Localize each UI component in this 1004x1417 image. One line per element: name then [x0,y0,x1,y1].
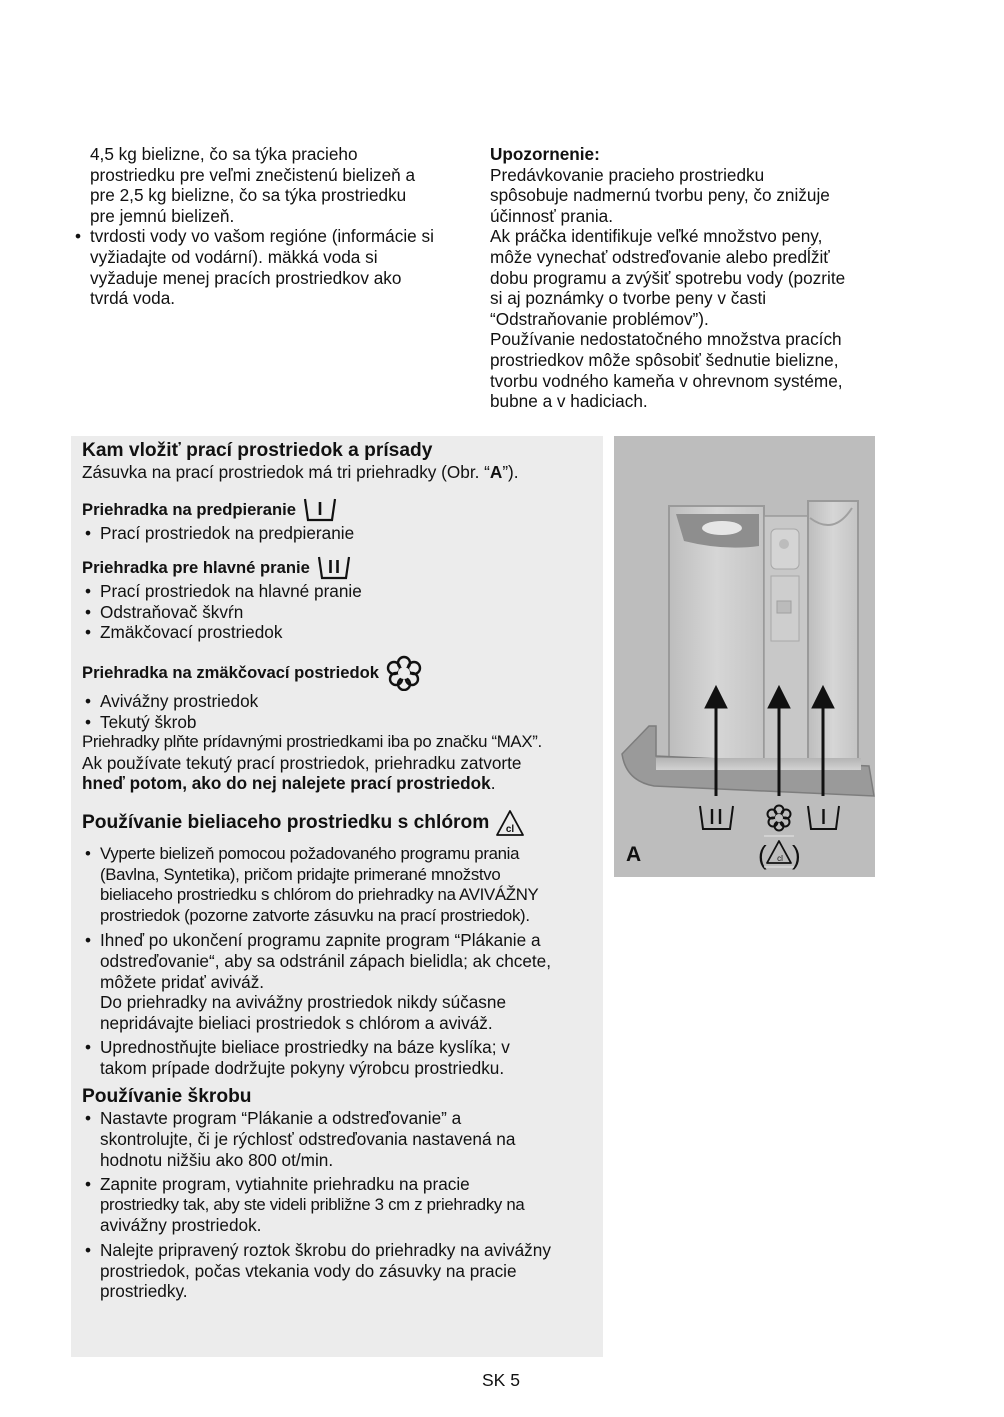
text-line: skontrolujte, či je rýchlosť odstreďovania nastavená na [100,1129,516,1150]
page-number: SK 5 [482,1370,520,1390]
fill-note-end: . [490,773,496,794]
list-item: • Zmäkčovací prostriedok [82,622,597,643]
prewash-heading-text: Priehradka na predpieranie [82,499,296,519]
section-title: Kam vložiť prací prostriedok a prísady [82,440,433,461]
list-item: • Avivážny prostriedok [82,691,597,712]
continuation-paragraph [72,144,462,226]
text-line: hodnotu nižšiu ako 800 ot/min. [100,1149,334,1170]
bleach-heading [82,808,597,838]
text-line: bieliaceho prostriedku s chlórom do priehradky na AVIVÁŽNY [100,885,539,905]
figure-label: A [626,843,642,866]
detergent-drawer-figure [614,436,875,877]
text-line: môžete pridať aviváž. [100,971,265,992]
list-item [82,930,597,1033]
text-line: prostriedky tak, aby ste videli približne 3 cm z priehradky na [100,1194,525,1214]
bleach-list [82,844,597,1079]
text-line: • Uprednostňujte bieliace prostriedky na báze kyslíka; v [100,1037,510,1058]
list-item [82,844,597,926]
text-line: Používanie nedostatočného množstva pracích [490,329,842,350]
flower-softener-icon [385,655,423,691]
list-item [82,1037,597,1078]
detergent-drawer-illustration [614,436,875,877]
softener-heading [82,655,597,691]
intro-text-end: ”). [502,462,519,482]
starch-list [82,1108,597,1301]
text-line: Ak práčka identifikuje veľké množstvo peny, [490,226,823,247]
text-line: pre 2,5 kg bielizne, čo sa týka prostriedku [90,185,407,206]
text-line: Predávkovanie pracieho prostriedku [490,164,765,185]
text-line: nepridávajte bieliaci prostriedok s chlórom a aviváž. [100,1012,493,1033]
text-line: prostriedok (pozorne zatvorte zásuvku na prací prostriedok). [100,905,530,925]
mainwash-heading [82,555,597,581]
text-line: bubne a v hadiciach. [490,391,648,412]
text-line: • Nastavte program “Plákanie a odstreďovanie” a [100,1108,462,1129]
svg-text:): ) [792,840,801,870]
prewash-list [82,523,597,544]
warning-note [490,144,885,412]
softener-heading-text: Priehradka na zmäkčovací postriedok [82,662,379,682]
svg-text:cl: cl [506,823,515,835]
text-line: môže vynechať odstreďovanie alebo predĺžiť [490,246,830,267]
text-line: spôsobuje nadmernú tvorbu peny, čo znižuje [490,185,830,206]
text-line: účinnosť prania. [490,205,614,226]
text-line: 4,5 kg bielizne, čo sa týka pracieho [90,144,358,164]
prewash-compartment-icon [808,806,839,829]
svg-text:(: ( [758,840,767,870]
text-line: • Zapnite program, vytiahnite priehradku na pracie [100,1174,470,1195]
text-line: prostriedkov môže spôsobiť šednutie bielizne, [490,349,839,370]
text-line: vyžiadajte od vodární). mäkká voda si [90,246,378,267]
figure-reference: A [489,462,503,482]
text-line: tvorbu vodného kameňa v ohrevnom systéme, [490,370,843,391]
intro-text [82,462,597,483]
text-line: avivážny prostriedok. [100,1215,262,1236]
prewash-heading [82,497,597,523]
text-line: “Odstraňovanie problémov”). [490,308,709,329]
text-line: (Bavlna, Syntetika), pričom pridajte primerané množstvo [100,864,501,884]
bullet-list [72,226,462,308]
text-line: dobu programu a zvýšiť spotrebu vody (pozrite [490,267,846,288]
text-line: Do priehradky na avivážny prostriedok nikdy súčasne [100,992,507,1013]
mainwash-list [82,581,597,643]
warning-heading: Upozornenie: [490,144,600,164]
intro-text-start: Zásuvka na prací prostriedok má tri priehradky (Obr. “ [82,462,490,482]
list-item [82,1108,597,1170]
list-item [82,1240,597,1302]
bleach-heading-text: Používanie bieliaceho prostriedku s chlórom [82,811,490,833]
text-line: odstreďovanie“, aby sa odstránil zápach bielidla; ak chcete, [100,950,552,971]
mainwash-compartment-icon [316,555,352,581]
svg-text:cl: cl [777,854,783,863]
text-line: prostriedku pre veľmi znečistenú bielizeň a [90,164,416,185]
text-line: prostriedok, počas vtekania vody do zásuvky na pracie [100,1260,517,1281]
prewash-compartment-icon [302,497,338,523]
chlorine-triangle-icon [495,808,525,838]
list-item: • Odstraňovač škvŕn [82,602,597,623]
mainwash-compartment-icon [700,806,733,829]
top-left-column [72,144,462,309]
text-line: tvrdá voda. [90,288,176,309]
list-item [82,1174,597,1236]
softener-list [82,691,597,732]
starch-heading: Používanie škrobu [82,1086,252,1108]
fill-note-line: Ak používate tekutý prací prostriedok, priehradku zatvorte [82,752,522,773]
fill-note-line: Priehradky plňte prídavnými prostriedkami iba po značku “MAX”. [82,732,542,752]
list-item: • Prací prostriedok na predpieranie [82,523,597,544]
flower-softener-icon [768,806,791,831]
text-line: • Nalejte pripravený roztok škrobu do priehradky na avivážny [100,1240,551,1261]
chlorine-triangle-icon [758,840,801,870]
fill-note-bold: hneď potom, ako do nej nalejete prací prostriedok [82,773,491,794]
text-line: • tvrdosti vody vo vašom regióne (informácie si [90,226,434,247]
text-line: prostriedky. [100,1281,188,1302]
text-line: takom prípade dodržujte pokyny výrobcu prostriedku. [100,1057,505,1078]
list-item [72,226,462,308]
list-item: • Prací prostriedok na hlavné pranie [82,581,597,602]
text-line: • Vyperte bielizeň pomocou požadovaného programu prania [100,843,520,863]
text-line: • Ihneď po ukončení programu zapnite program “Plákanie a [100,930,541,951]
detergent-info-panel [71,436,603,1357]
mainwash-heading-text: Priehradka pre hlavné pranie [82,558,310,578]
fill-note-emphasis [82,773,597,794]
list-item: • Tekutý škrob [82,712,597,733]
text-line: vyžaduje menej pracích prostriedkov ako [90,267,402,288]
text-line: si aj poznámky o tvorbe peny v časti [490,288,767,309]
text-line: pre jemnú bielizeň. [90,205,235,226]
